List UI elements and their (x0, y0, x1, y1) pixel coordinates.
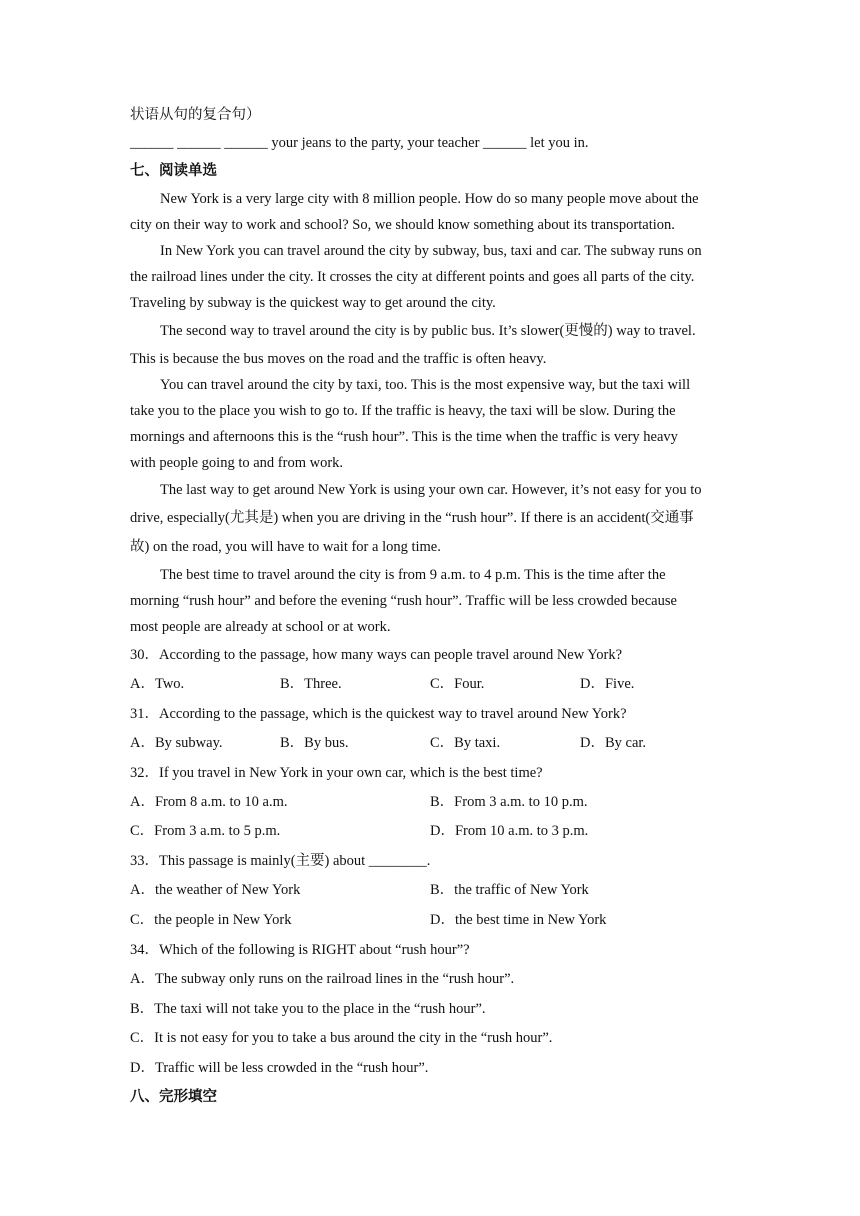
option-c[interactable]: C．From 3 a.m. to 5 p.m. (130, 823, 281, 839)
passage-line: with people going to and from work. (130, 455, 344, 471)
question-stem: 33．This passage is mainly(主要) about ________. (130, 853, 431, 869)
option-b[interactable]: B．the traffic of New York (430, 882, 589, 898)
passage-line: take you to the place you wish to go to. If the traffic is heavy, the taxi will be slow. During the (130, 403, 676, 419)
question-stem: 30．According to the passage, how many ways can people travel around New York? (130, 647, 623, 663)
fill-blank-sentence: ______ ______ ______ your jeans to the party, your teacher ______ let you in. (130, 135, 589, 151)
option-d[interactable]: D．Traffic will be less crowded in the “rush hour”. (130, 1060, 429, 1076)
option-b[interactable]: B．By bus. (280, 735, 349, 751)
section-heading-reading: 七、阅读单选 (130, 163, 217, 179)
option-b[interactable]: B．Three. (280, 676, 342, 692)
option-c[interactable]: C．It is not easy for you to take a bus around the city in the “rush hour”. (130, 1030, 553, 1046)
option-a[interactable]: A．From 8 a.m. to 10 a.m. (130, 794, 288, 810)
passage-line: The last way to get around New York is using your own car. However, it’s not easy for you to (160, 482, 702, 498)
passage-line: The best time to travel around the city is from 9 a.m. to 4 p.m. This is the time after the (160, 567, 666, 583)
passage-line: The second way to travel around the city is by public bus. It’s slower(更慢的) way to travel. (160, 323, 696, 339)
option-a[interactable]: A．Two. (130, 676, 185, 692)
passage-line: In New York you can travel around the city by subway, bus, taxi and car. The subway runs on (160, 243, 702, 259)
passage-line: Traveling by subway is the quickest way to get around the city. (130, 295, 496, 311)
passage-line: city on their way to work and school? So, we should know something about its transportation. (130, 217, 675, 233)
option-d[interactable]: D．From 10 a.m. to 3 p.m. (430, 823, 589, 839)
passage-line: New York is a very large city with 8 million people. How do so many people move about the (160, 191, 699, 207)
question-stem: 31．According to the passage, which is the quickest way to travel around New York? (130, 706, 627, 722)
passage-line: drive, especially(尤其是) when you are driving in the “rush hour”. If there is an accident(交通事 (130, 510, 694, 526)
option-a[interactable]: A．By subway. (130, 735, 223, 751)
option-c[interactable]: C．By taxi. (430, 735, 501, 751)
passage-line: the railroad lines under the city. It crosses the city at different points and goes all parts of the city. (130, 269, 695, 285)
section-heading-cloze: 八、完形填空 (130, 1089, 217, 1105)
passage-line: morning “rush hour” and before the evening “rush hour”. Traffic will be less crowded because (130, 593, 677, 609)
option-a[interactable]: A．The subway only runs on the railroad lines in the “rush hour”. (130, 971, 515, 987)
option-b[interactable]: B．The taxi will not take you to the place in the “rush hour”. (130, 1001, 486, 1017)
option-a[interactable]: A．the weather of New York (130, 882, 301, 898)
passage-line: mornings and afternoons this is the “rush hour”. This is the time when the traffic is very heavy (130, 429, 678, 445)
option-d[interactable]: D．By car. (580, 735, 647, 751)
question-stem: 32．If you travel in New York in your own car, which is the best time? (130, 765, 543, 781)
option-c[interactable]: C．Four. (430, 676, 485, 692)
option-b[interactable]: B．From 3 a.m. to 10 p.m. (430, 794, 588, 810)
passage-line: most people are already at school or at work. (130, 619, 391, 635)
passage-line: You can travel around the city by taxi, too. This is the most expensive way, but the taxi will (160, 377, 691, 393)
passage-line: This is because the bus moves on the road and the traffic is often heavy. (130, 351, 547, 367)
top-line-1: 状语从句的复合句） (130, 107, 261, 123)
option-d[interactable]: D．Five. (580, 676, 635, 692)
question-stem: 34．Which of the following is RIGHT about “rush hour”? (130, 942, 470, 958)
passage-line: 故) on the road, you will have to wait for a long time. (130, 539, 441, 555)
option-c[interactable]: C．the people in New York (130, 912, 292, 928)
option-d[interactable]: D．the best time in New York (430, 912, 607, 928)
